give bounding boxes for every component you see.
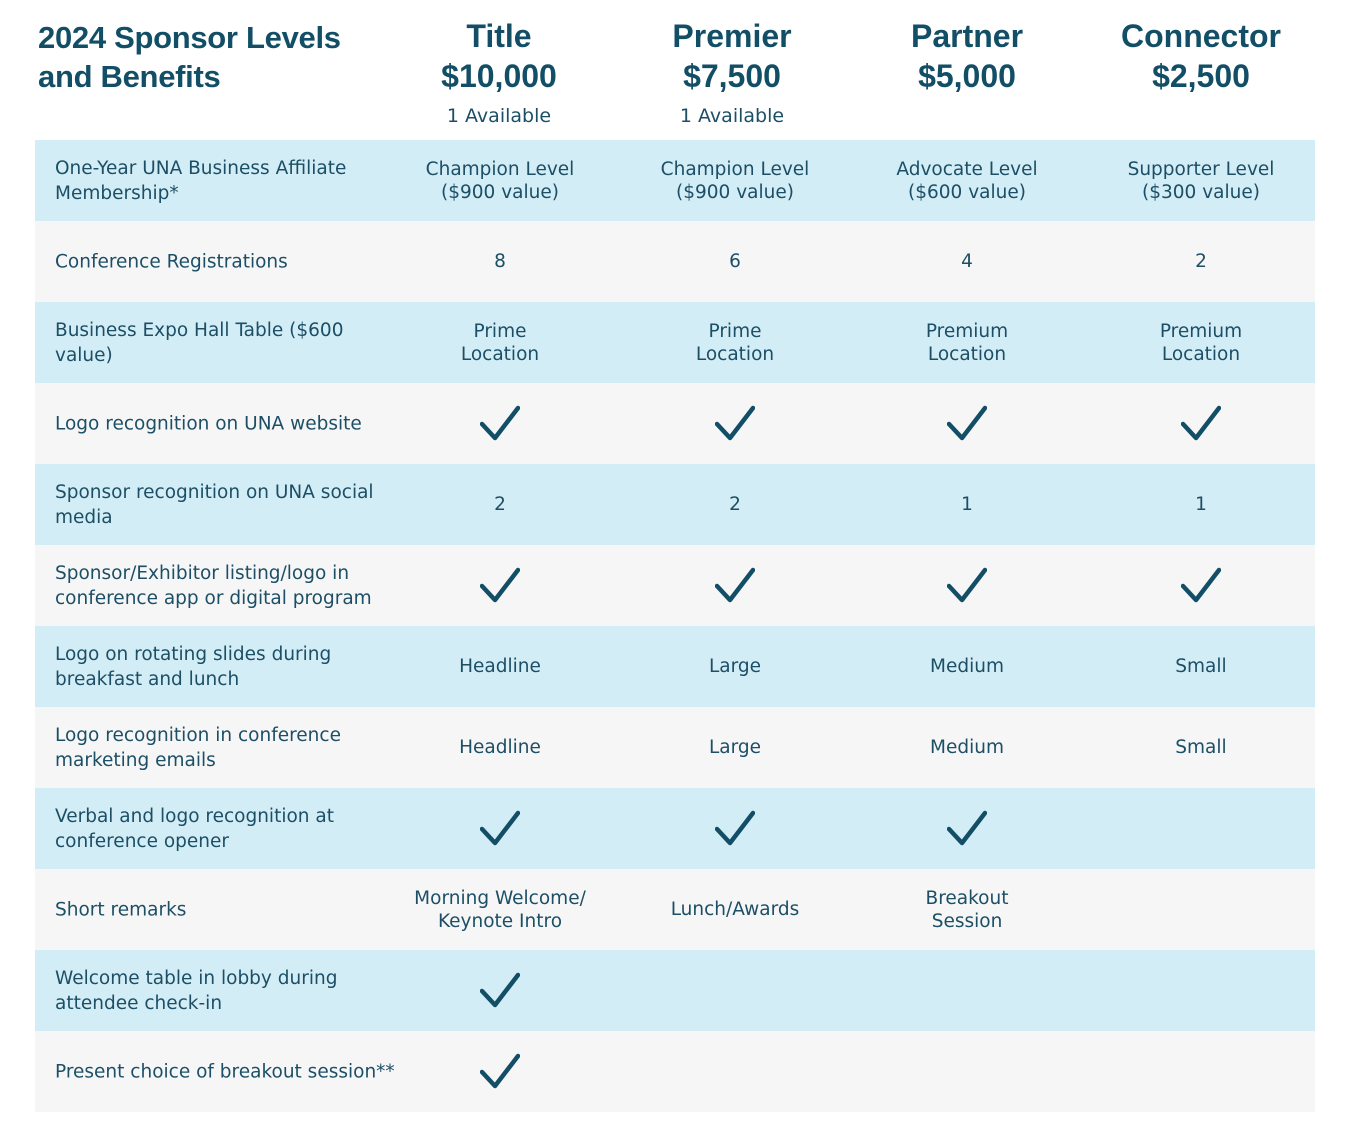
benefit-row bbox=[35, 788, 1315, 869]
benefit-cell bbox=[383, 464, 617, 545]
benefit-cell-text: Supporter Level ($300 value) bbox=[1127, 158, 1275, 203]
benefit-cell bbox=[618, 221, 852, 302]
benefit-label: Logo on rotating slides during breakfast and lunch bbox=[55, 643, 332, 690]
benefit-cell bbox=[850, 869, 1084, 950]
checkmark-icon bbox=[480, 972, 520, 1010]
tier-name: Connector bbox=[1121, 18, 1281, 54]
benefit-cell-text: Premium Location bbox=[925, 320, 1009, 365]
benefit-row bbox=[35, 383, 1315, 464]
benefit-cell bbox=[383, 788, 617, 869]
benefit-cell bbox=[1084, 707, 1318, 788]
benefit-row bbox=[35, 707, 1315, 788]
benefit-cell bbox=[1084, 302, 1318, 383]
benefit-cell bbox=[1084, 1031, 1318, 1112]
tier-availability: 1 Available bbox=[446, 105, 552, 127]
benefit-cell bbox=[383, 950, 617, 1031]
benefit-label: Present choice of breakout session** bbox=[55, 1061, 395, 1082]
checkmark-icon bbox=[947, 810, 987, 848]
benefits-table bbox=[35, 140, 1315, 1112]
benefit-cell bbox=[1084, 464, 1318, 545]
benefit-cell-text: Large bbox=[708, 656, 762, 677]
benefit-cell bbox=[383, 707, 617, 788]
checkmark-icon bbox=[1181, 405, 1221, 443]
benefit-label: Welcome table in lobby during attendee check-in bbox=[55, 967, 338, 1014]
tier-name: Premier bbox=[672, 18, 792, 54]
benefit-label: Logo recognition on UNA website bbox=[55, 413, 362, 434]
benefit-cell bbox=[850, 707, 1084, 788]
benefit-label: Sponsor/Exhibitor listing/logo in conference app or digital program bbox=[55, 562, 372, 609]
benefit-row bbox=[35, 221, 1315, 302]
benefit-row bbox=[35, 950, 1315, 1031]
benefit-cell-text: Prime Location bbox=[460, 320, 540, 365]
benefit-cell bbox=[1084, 140, 1318, 221]
checkmark-icon bbox=[480, 567, 520, 605]
benefit-label: One-Year UNA Business Affiliate Membership* bbox=[55, 157, 347, 204]
benefit-cell-text: 2 bbox=[1195, 251, 1207, 272]
benefit-cell bbox=[1084, 545, 1318, 626]
benefit-cell bbox=[383, 545, 617, 626]
benefit-cell-text: 2 bbox=[729, 494, 741, 515]
benefit-cell bbox=[383, 140, 617, 221]
benefit-cell bbox=[383, 1031, 617, 1112]
benefit-cell bbox=[618, 950, 852, 1031]
benefit-cell-text: Breakout Session bbox=[925, 887, 1009, 932]
benefit-cell-text: Medium bbox=[930, 656, 1004, 677]
benefit-cell bbox=[618, 464, 852, 545]
benefit-cell-text: 6 bbox=[729, 251, 741, 272]
benefit-cell-text: 1 bbox=[961, 494, 973, 515]
benefit-cell-text: 4 bbox=[961, 251, 973, 272]
tier-price: $2,500 bbox=[1152, 58, 1250, 94]
benefit-row bbox=[35, 869, 1315, 950]
benefit-cell-text: 2 bbox=[494, 494, 506, 515]
benefit-cell bbox=[618, 1031, 852, 1112]
benefit-cell-text: Premium Location bbox=[1159, 320, 1243, 365]
benefit-cell-text: Medium bbox=[930, 737, 1004, 758]
benefit-cell bbox=[850, 464, 1084, 545]
benefit-cell bbox=[618, 707, 852, 788]
checkmark-icon bbox=[1181, 567, 1221, 605]
tier-price: $7,500 bbox=[683, 58, 781, 94]
checkmark-icon bbox=[480, 810, 520, 848]
page-title: 2024 Sponsor Levels and Benefits bbox=[38, 20, 341, 94]
benefit-cell bbox=[1084, 950, 1318, 1031]
benefit-cell bbox=[850, 788, 1084, 869]
benefit-cell-text: Large bbox=[708, 737, 762, 758]
benefit-row bbox=[35, 464, 1315, 545]
benefit-cell bbox=[383, 221, 617, 302]
benefit-label: Conference Registrations bbox=[55, 251, 288, 272]
benefit-cell bbox=[1084, 383, 1318, 464]
benefit-cell bbox=[850, 626, 1084, 707]
benefit-cell bbox=[618, 626, 852, 707]
tier-header-premier bbox=[637, 16, 827, 128]
benefit-cell-text: Morning Welcome/ Keynote Intro bbox=[414, 887, 586, 932]
benefit-cell-text: Lunch/Awards bbox=[670, 899, 800, 920]
benefit-row bbox=[35, 302, 1315, 383]
benefit-cell bbox=[1084, 788, 1318, 869]
benefit-cell bbox=[618, 383, 852, 464]
benefit-cell bbox=[618, 545, 852, 626]
benefit-cell bbox=[618, 140, 852, 221]
benefit-cell bbox=[618, 302, 852, 383]
benefit-cell bbox=[850, 140, 1084, 221]
tier-name: Title bbox=[466, 18, 532, 54]
checkmark-icon bbox=[480, 405, 520, 443]
benefit-label: Verbal and logo recognition at conference opener bbox=[55, 805, 334, 852]
tier-price: $5,000 bbox=[918, 58, 1016, 94]
benefit-label: Sponsor recognition on UNA social media bbox=[55, 481, 374, 528]
benefit-cell-text: Champion Level ($900 value) bbox=[425, 158, 575, 203]
benefit-row bbox=[35, 1031, 1315, 1112]
benefit-cell bbox=[850, 1031, 1084, 1112]
benefit-cell-text: 8 bbox=[494, 251, 506, 272]
benefit-cell bbox=[618, 869, 852, 950]
benefit-cell-text: Headline bbox=[459, 737, 541, 758]
checkmark-icon bbox=[947, 567, 987, 605]
benefit-cell-text: Headline bbox=[459, 656, 541, 677]
checkmark-icon bbox=[480, 1053, 520, 1091]
benefit-cell bbox=[1084, 221, 1318, 302]
benefit-cell bbox=[1084, 869, 1318, 950]
benefit-cell bbox=[850, 950, 1084, 1031]
benefit-cell-text: Champion Level ($900 value) bbox=[660, 158, 810, 203]
benefit-cell bbox=[1084, 626, 1318, 707]
benefit-cell bbox=[850, 545, 1084, 626]
benefit-cell-text: Small bbox=[1175, 737, 1227, 758]
benefit-cell bbox=[383, 383, 617, 464]
tier-availability: 1 Available bbox=[679, 105, 785, 127]
tier-header-title bbox=[404, 16, 594, 128]
benefit-cell bbox=[618, 788, 852, 869]
tier-name: Partner bbox=[910, 18, 1024, 54]
benefit-cell bbox=[850, 302, 1084, 383]
benefit-row bbox=[35, 626, 1315, 707]
benefit-cell-text: Advocate Level ($600 value) bbox=[896, 158, 1038, 203]
benefit-row bbox=[35, 140, 1315, 221]
benefit-label: Business Expo Hall Table ($600 value) bbox=[55, 319, 344, 366]
checkmark-icon bbox=[947, 405, 987, 443]
tier-header-partner bbox=[872, 16, 1062, 96]
benefit-cell bbox=[383, 869, 617, 950]
benefit-label: Logo recognition in conference marketing emails bbox=[55, 724, 341, 771]
checkmark-icon bbox=[715, 405, 755, 443]
benefit-row bbox=[35, 545, 1315, 626]
benefit-cell-text: Small bbox=[1175, 656, 1227, 677]
benefit-cell bbox=[383, 302, 617, 383]
benefit-cell bbox=[383, 626, 617, 707]
benefit-cell bbox=[850, 221, 1084, 302]
tier-header-connector bbox=[1096, 16, 1306, 96]
benefit-label: Short remarks bbox=[55, 899, 187, 920]
benefit-cell-text: Prime Location bbox=[695, 320, 775, 365]
checkmark-icon bbox=[715, 810, 755, 848]
checkmark-icon bbox=[715, 567, 755, 605]
benefit-cell bbox=[850, 383, 1084, 464]
tier-price: $10,000 bbox=[441, 58, 557, 94]
benefit-cell-text: 1 bbox=[1195, 494, 1207, 515]
